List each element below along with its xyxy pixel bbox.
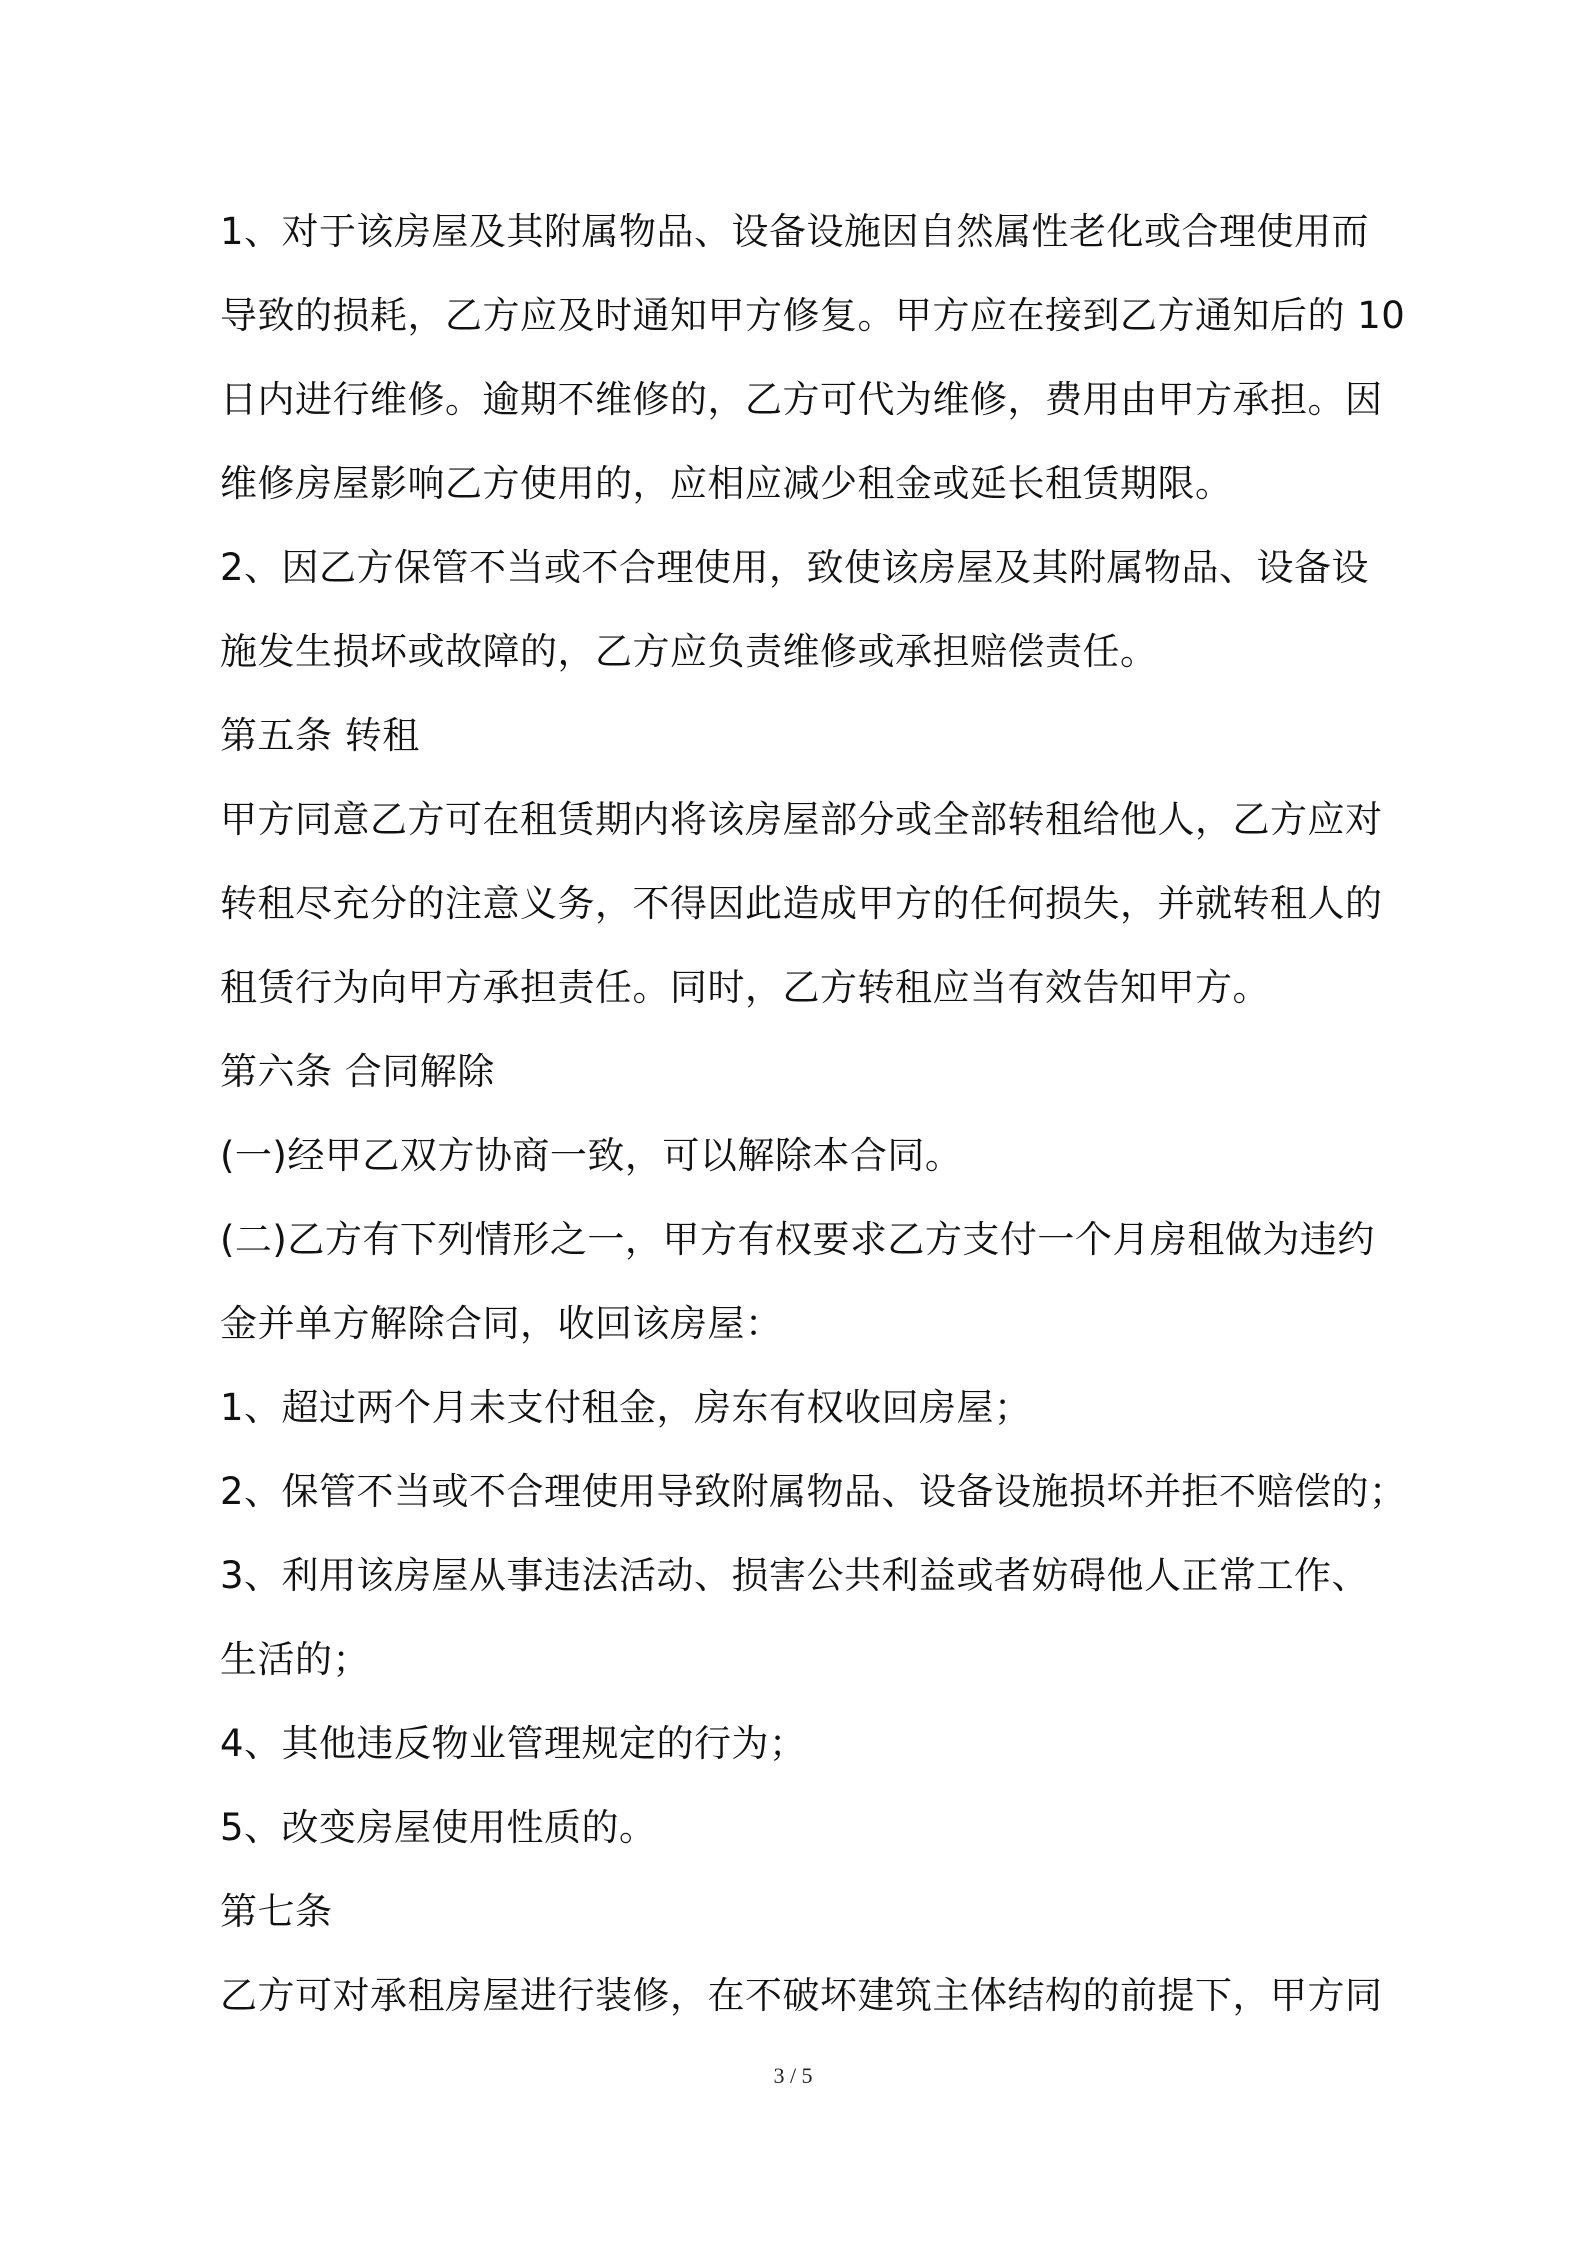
list-item: 2、保管不当或不合理使用导致附属物品、设备设施损坏并拒不赔偿的； — [220, 1470, 1407, 1513]
text-line: 甲方同意乙方可在租赁期内将该房屋部分或全部转租给他人，乙方应对 — [220, 798, 1383, 841]
text-line: 维修房屋影响乙方使用的，应相应减少租金或延长租赁期限。 — [220, 462, 1233, 505]
text-line: 转租尽充分的注意义务，不得因此造成甲方的任何损失，并就转租人的 — [220, 882, 1383, 925]
list-item: 4、其他违反物业管理规定的行为； — [220, 1722, 807, 1765]
list-item: 3、利用该房屋从事违法活动、损害公共利益或者妨碍他人正常工作、 — [220, 1554, 1370, 1597]
text-line: (一)经甲乙双方协商一致，可以解除本合同。 — [220, 1134, 963, 1177]
section-heading: 第七条 — [220, 1890, 333, 1933]
text-line: 金并单方解除合同，收回该房屋： — [220, 1302, 783, 1345]
document-body — [220, 190, 1407, 2038]
text-line: 1、对于该房屋及其附属物品、设备设施因自然属性老化或合理使用而 — [220, 210, 1370, 253]
section-heading: 第五条 转租 — [220, 714, 420, 757]
text-line: 乙方可对承租房屋进行装修，在不破坏建筑主体结构的前提下，甲方同 — [220, 1974, 1383, 2017]
text-line: 导致的损耗，乙方应及时通知甲方修复。甲方应在接到乙方通知后的 10 — [220, 294, 1406, 337]
text-line: 施发生损坏或故障的，乙方应负责维修或承担赔偿责任。 — [220, 630, 1158, 673]
text-line: (二)乙方有下列情形之一，甲方有权要求乙方支付一个月房租做为违约 — [220, 1218, 1375, 1261]
page-number: 3 / 5 — [773, 2063, 813, 2088]
text-line: 租赁行为向甲方承担责任。同时，乙方转租应当有效告知甲方。 — [220, 966, 1270, 1009]
text-line: 生活的； — [220, 1638, 370, 1681]
text-line: 日内进行维修。逾期不维修的，乙方可代为维修，费用由甲方承担。因 — [220, 378, 1383, 421]
text-line: 2、因乙方保管不当或不合理使用，致使该房屋及其附属物品、设备设 — [220, 546, 1370, 589]
section-heading: 第六条 合同解除 — [220, 1050, 495, 1093]
list-item: 5、改变房屋使用性质的。 — [220, 1806, 657, 1849]
list-item: 1、超过两个月未支付租金，房东有权收回房屋； — [220, 1386, 1032, 1429]
